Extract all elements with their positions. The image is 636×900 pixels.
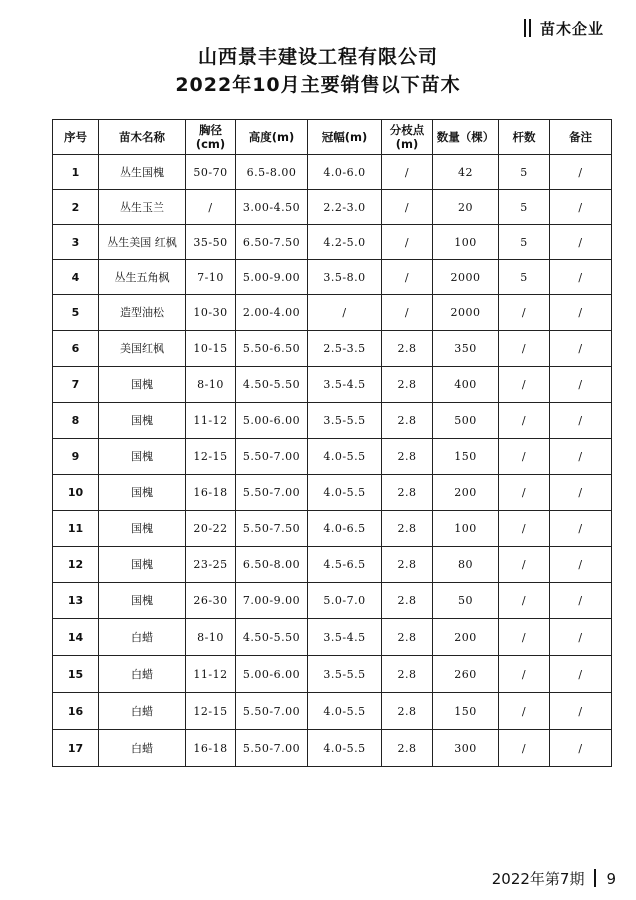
table-cell: 造型油松 bbox=[99, 295, 186, 331]
table-cell: 35-50 bbox=[186, 225, 236, 260]
table-row bbox=[53, 656, 612, 693]
table-cell: 丛生五角枫 bbox=[99, 260, 186, 295]
table-cell: 7-10 bbox=[186, 260, 236, 295]
table-cell: / bbox=[382, 295, 433, 331]
table-cell: 5 bbox=[499, 155, 550, 190]
table-cell: / bbox=[550, 583, 612, 619]
table-cell: 5.0-7.0 bbox=[308, 583, 382, 619]
table-cell: 4.0-6.5 bbox=[308, 511, 382, 547]
table-row bbox=[53, 619, 612, 656]
table-cell: 17 bbox=[53, 730, 99, 767]
table-cell: 42 bbox=[433, 155, 499, 190]
table-cell: 100 bbox=[433, 511, 499, 547]
table-cell: 国槐 bbox=[99, 583, 186, 619]
table-cell: 2.8 bbox=[382, 730, 433, 767]
table-cell: / bbox=[499, 331, 550, 367]
table-cell: 2.8 bbox=[382, 619, 433, 656]
table-cell: 国槐 bbox=[99, 511, 186, 547]
table-cell: 5.50-7.50 bbox=[236, 511, 308, 547]
table-cell: 丛生国槐 bbox=[99, 155, 186, 190]
table-cell: 5.50-7.00 bbox=[236, 475, 308, 511]
table-cell: 50-70 bbox=[186, 155, 236, 190]
table-cell: 15 bbox=[53, 656, 99, 693]
table-cell: / bbox=[550, 511, 612, 547]
table-cell: 9 bbox=[53, 439, 99, 475]
table-cell: 4.0-5.5 bbox=[308, 730, 382, 767]
table-cell: / bbox=[550, 693, 612, 730]
table-cell: 3.5-4.5 bbox=[308, 619, 382, 656]
table-cell: 2.8 bbox=[382, 367, 433, 403]
table-cell: / bbox=[382, 225, 433, 260]
table-cell: 4.50-5.50 bbox=[236, 619, 308, 656]
table-cell: / bbox=[550, 730, 612, 767]
table-cell: 6.50-7.50 bbox=[236, 225, 308, 260]
company-title: 山西景丰建设工程有限公司 bbox=[197, 46, 438, 68]
table-cell: / bbox=[499, 439, 550, 475]
page-footer bbox=[492, 868, 616, 889]
table-cell: 400 bbox=[433, 367, 499, 403]
section-tag bbox=[524, 18, 604, 39]
table-cell: 4.0-5.5 bbox=[308, 439, 382, 475]
table-cell: 8-10 bbox=[186, 619, 236, 656]
table-row bbox=[53, 225, 612, 260]
col-header: 苗木名称 bbox=[99, 120, 186, 155]
table-cell: 4.5-6.5 bbox=[308, 547, 382, 583]
table-cell: / bbox=[499, 511, 550, 547]
table-cell: / bbox=[499, 367, 550, 403]
table-cell: / bbox=[550, 260, 612, 295]
table-cell: 26-30 bbox=[186, 583, 236, 619]
table-cell: 国槐 bbox=[99, 403, 186, 439]
table-cell: / bbox=[499, 547, 550, 583]
table-cell: 2.8 bbox=[382, 547, 433, 583]
table-cell: 2.8 bbox=[382, 475, 433, 511]
table-cell: / bbox=[550, 190, 612, 225]
table-cell: / bbox=[499, 295, 550, 331]
table-cell: 2.8 bbox=[382, 583, 433, 619]
table-row bbox=[53, 547, 612, 583]
table-cell: 4.0-5.5 bbox=[308, 475, 382, 511]
table-cell: 4.50-5.50 bbox=[236, 367, 308, 403]
page-number: 9 bbox=[606, 870, 616, 888]
table-header-row bbox=[53, 120, 612, 155]
table-cell: / bbox=[499, 656, 550, 693]
table-cell: 350 bbox=[433, 331, 499, 367]
table-row bbox=[53, 260, 612, 295]
table-cell: / bbox=[382, 190, 433, 225]
col-header: 序号 bbox=[53, 120, 99, 155]
table-cell: 14 bbox=[53, 619, 99, 656]
table-cell: 白蜡 bbox=[99, 619, 186, 656]
col-header: 分枝点(m) bbox=[382, 120, 433, 155]
table-cell: 3 bbox=[53, 225, 99, 260]
table-cell: / bbox=[550, 439, 612, 475]
table-cell: 6.50-8.00 bbox=[236, 547, 308, 583]
table-cell: 12-15 bbox=[186, 439, 236, 475]
table-body bbox=[53, 155, 612, 767]
table-cell: 4.2-5.0 bbox=[308, 225, 382, 260]
table-cell: 11-12 bbox=[186, 656, 236, 693]
table-cell: 5 bbox=[499, 225, 550, 260]
table-cell: 5 bbox=[499, 190, 550, 225]
table-cell: 11-12 bbox=[186, 403, 236, 439]
table-cell: 5 bbox=[53, 295, 99, 331]
table-row bbox=[53, 367, 612, 403]
table-cell: 5.50-7.00 bbox=[236, 693, 308, 730]
table-cell: 2.2-3.0 bbox=[308, 190, 382, 225]
table-cell: / bbox=[550, 295, 612, 331]
table-cell: 2.8 bbox=[382, 331, 433, 367]
table-cell: 16 bbox=[53, 693, 99, 730]
col-header: 杆数 bbox=[499, 120, 550, 155]
table-cell: / bbox=[186, 190, 236, 225]
table-cell: 150 bbox=[433, 439, 499, 475]
table-row bbox=[53, 583, 612, 619]
table-cell: 6.5-8.00 bbox=[236, 155, 308, 190]
table-cell: 5.00-6.00 bbox=[236, 656, 308, 693]
table-cell: 白蜡 bbox=[99, 656, 186, 693]
table-cell: 16-18 bbox=[186, 475, 236, 511]
table-cell: 6 bbox=[53, 331, 99, 367]
table-cell: 白蜡 bbox=[99, 730, 186, 767]
table-cell: 2.8 bbox=[382, 439, 433, 475]
table-cell: 300 bbox=[433, 730, 499, 767]
table-cell: / bbox=[550, 225, 612, 260]
table-row bbox=[53, 403, 612, 439]
footer-divider bbox=[594, 869, 596, 887]
section-tag-label: 苗木企业 bbox=[539, 20, 604, 38]
table-cell: / bbox=[550, 331, 612, 367]
table-cell: / bbox=[499, 583, 550, 619]
col-header: 冠幅(m) bbox=[308, 120, 382, 155]
table-cell: / bbox=[499, 475, 550, 511]
table-cell: / bbox=[550, 656, 612, 693]
table-cell: / bbox=[550, 367, 612, 403]
table-cell: / bbox=[550, 475, 612, 511]
table-cell: 200 bbox=[433, 475, 499, 511]
table-cell: 100 bbox=[433, 225, 499, 260]
table-cell: 8 bbox=[53, 403, 99, 439]
table-cell: / bbox=[499, 693, 550, 730]
table-cell: 200 bbox=[433, 619, 499, 656]
divider-bar bbox=[529, 19, 531, 37]
table-cell: 5.00-9.00 bbox=[236, 260, 308, 295]
table-cell: 国槐 bbox=[99, 367, 186, 403]
table-cell: 2.00-4.00 bbox=[236, 295, 308, 331]
table-cell: / bbox=[550, 155, 612, 190]
table-row bbox=[53, 295, 612, 331]
table-cell: 5.50-7.00 bbox=[236, 439, 308, 475]
table-row bbox=[53, 730, 612, 767]
table-cell: / bbox=[550, 403, 612, 439]
table-cell: 国槐 bbox=[99, 439, 186, 475]
table-cell: / bbox=[499, 403, 550, 439]
table-cell: 3.5-5.5 bbox=[308, 656, 382, 693]
table-cell: 20 bbox=[433, 190, 499, 225]
table-cell: 5 bbox=[499, 260, 550, 295]
table-row bbox=[53, 439, 612, 475]
table-cell: 50 bbox=[433, 583, 499, 619]
table-cell: 10-30 bbox=[186, 295, 236, 331]
nursery-stock-table bbox=[52, 119, 612, 767]
table-cell: / bbox=[382, 260, 433, 295]
table-cell: / bbox=[550, 547, 612, 583]
table-row bbox=[53, 693, 612, 730]
table-cell: 7 bbox=[53, 367, 99, 403]
table-cell: 2.8 bbox=[382, 511, 433, 547]
table-cell: 2000 bbox=[433, 260, 499, 295]
table-cell: 5.00-6.00 bbox=[236, 403, 308, 439]
table-cell: 4.0-5.5 bbox=[308, 693, 382, 730]
table-cell: 11 bbox=[53, 511, 99, 547]
table-cell: 12-15 bbox=[186, 693, 236, 730]
table-cell: 4 bbox=[53, 260, 99, 295]
table-cell: 12 bbox=[53, 547, 99, 583]
table-cell: / bbox=[308, 295, 382, 331]
table-cell: / bbox=[550, 619, 612, 656]
table-cell: 2.8 bbox=[382, 693, 433, 730]
col-header: 胸径(cm) bbox=[186, 120, 236, 155]
issue-label: 2022年第7期 bbox=[491, 870, 585, 888]
table-cell: 3.5-5.5 bbox=[308, 403, 382, 439]
table-cell: / bbox=[499, 730, 550, 767]
table-cell: 23-25 bbox=[186, 547, 236, 583]
table-cell: 1 bbox=[53, 155, 99, 190]
table-cell: 国槐 bbox=[99, 475, 186, 511]
sales-title: 2022年10月主要销售以下苗木 bbox=[175, 74, 461, 96]
table-cell: 5.50-6.50 bbox=[236, 331, 308, 367]
table-row bbox=[53, 511, 612, 547]
table-cell: 2000 bbox=[433, 295, 499, 331]
table-cell: 美国红枫 bbox=[99, 331, 186, 367]
table-cell: 丛生美国 红枫 bbox=[99, 225, 186, 260]
table-cell: 260 bbox=[433, 656, 499, 693]
table-cell: 500 bbox=[433, 403, 499, 439]
col-header: 数量（棵） bbox=[433, 120, 499, 155]
col-header: 备注 bbox=[550, 120, 612, 155]
table-cell: 10-15 bbox=[186, 331, 236, 367]
col-header: 高度(m) bbox=[236, 120, 308, 155]
table-cell: 5.50-7.00 bbox=[236, 730, 308, 767]
table-cell: 3.5-4.5 bbox=[308, 367, 382, 403]
table-cell: 2.8 bbox=[382, 403, 433, 439]
table-cell: / bbox=[499, 619, 550, 656]
table-row bbox=[53, 155, 612, 190]
divider-bar bbox=[524, 19, 526, 37]
table-row bbox=[53, 475, 612, 511]
table-cell: 20-22 bbox=[186, 511, 236, 547]
table-cell: 2.8 bbox=[382, 656, 433, 693]
table-cell: 7.00-9.00 bbox=[236, 583, 308, 619]
table-cell: 3.5-8.0 bbox=[308, 260, 382, 295]
table-cell: 10 bbox=[53, 475, 99, 511]
table-cell: 2 bbox=[53, 190, 99, 225]
table-cell: 白蜡 bbox=[99, 693, 186, 730]
table-cell: 16-18 bbox=[186, 730, 236, 767]
table-cell: 8-10 bbox=[186, 367, 236, 403]
table-cell: / bbox=[382, 155, 433, 190]
table-row bbox=[53, 331, 612, 367]
table-cell: 丛生玉兰 bbox=[99, 190, 186, 225]
table-cell: 3.00-4.50 bbox=[236, 190, 308, 225]
table-cell: 80 bbox=[433, 547, 499, 583]
table-cell: 2.5-3.5 bbox=[308, 331, 382, 367]
table-cell: 13 bbox=[53, 583, 99, 619]
table-cell: 国槐 bbox=[99, 547, 186, 583]
table-row bbox=[53, 190, 612, 225]
table-cell: 4.0-6.0 bbox=[308, 155, 382, 190]
table-cell: 150 bbox=[433, 693, 499, 730]
